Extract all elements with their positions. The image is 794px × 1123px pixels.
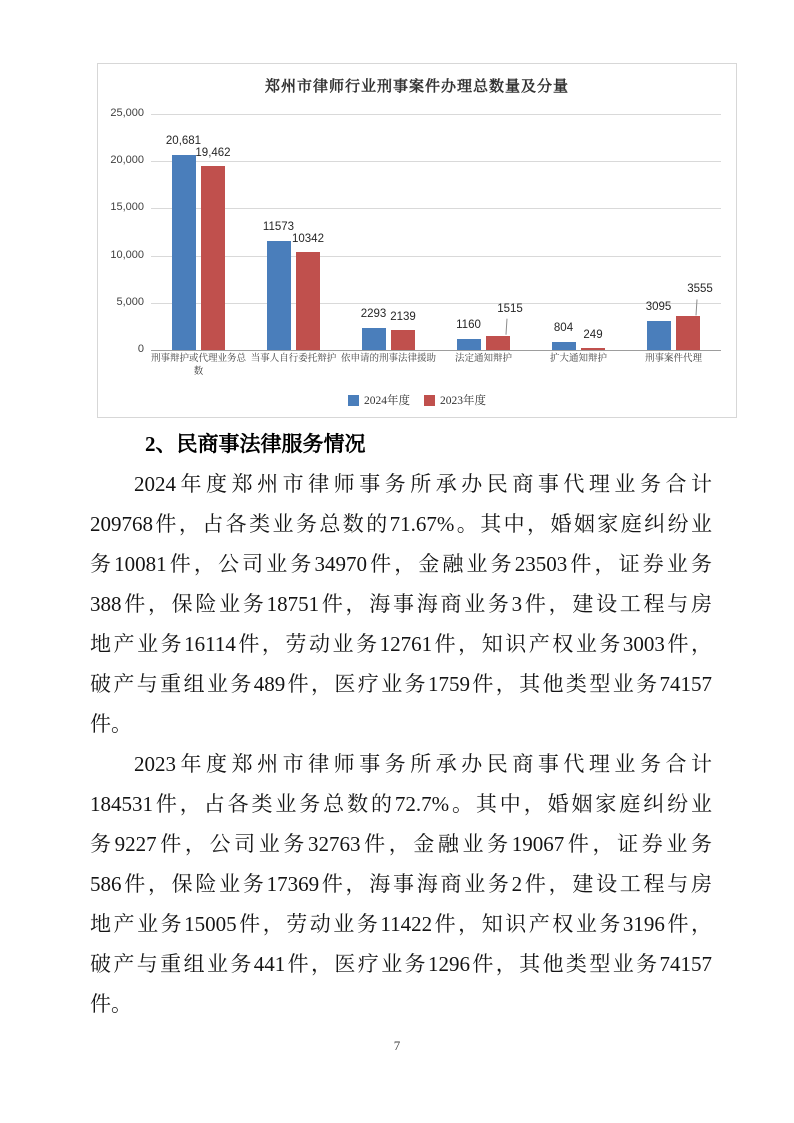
chart-title: 郑州市律师行业刑事案件办理总数量及分量 [264, 79, 569, 95]
paragraph-line: 地产业务15005件，劳动业务11422件，知识产权业务3196件， [90, 912, 712, 936]
bar-value-label: 249 [583, 328, 603, 341]
x-axis-category-label: 依申请的刑事法律援助 [341, 354, 437, 364]
bar-value-label: 11573 [262, 220, 295, 233]
legend-item [424, 392, 486, 408]
paragraph-line: 件。 [90, 712, 132, 736]
legend-label: 2023年度 [440, 395, 486, 407]
bar-value-label: 3555 [687, 283, 713, 296]
bar-2024年度-刑事案件代理 [647, 321, 671, 350]
bar-2023年度-依申请的刑事法律援助 [391, 330, 415, 350]
bar-2023年度-刑事辩护或代理业务总数 [201, 166, 225, 350]
page-number: 7 [393, 1038, 401, 1053]
x-axis-category-label: 法定通知辩护 [454, 354, 512, 364]
legend-swatch-icon [424, 395, 435, 406]
gridline [151, 350, 721, 351]
chart-legend [98, 392, 736, 408]
paragraph-line: 破产与重组业务441件，医疗业务1296件，其他类型业务74157 [90, 952, 712, 976]
body-paragraphs [90, 464, 712, 1024]
x-axis-category-label: 当事人自行委托辩护 [250, 354, 337, 364]
bar-value-label: 2139 [390, 310, 416, 323]
bar-value-label: 20,681 [165, 134, 202, 147]
paragraph-line: 2023年度郑州市律师事务所承办民商事代理业务合计 [134, 752, 712, 776]
bar-2023年度-当事人自行委托辩护 [296, 252, 320, 350]
paragraph-line: 破产与重组业务489件，医疗业务1759件，其他类型业务74157 [90, 672, 712, 696]
bar-value-label: 2293 [360, 308, 387, 321]
bar-2023年度-扩大通知辩护 [581, 348, 605, 350]
paragraph-line: 件。 [90, 992, 132, 1016]
y-axis-tick-label: 20,000 [110, 154, 144, 167]
legend-item [348, 392, 410, 408]
paragraph-line: 务9227件，公司业务32763件，金融业务19067件，证券业务 [90, 832, 712, 856]
bar-2024年度-刑事辩护或代理业务总数 [172, 155, 196, 350]
paragraph-line: 2024年度郑州市律师事务所承办民商事代理业务合计 [134, 472, 712, 496]
paragraph-line: 586件，保险业务17369件，海事海商业务2件，建设工程与房 [90, 872, 712, 896]
paragraph-line: 地产业务16114件，劳动业务12761件，知识产权业务3003件， [90, 632, 712, 656]
gridline [151, 161, 721, 162]
section-heading: 2、民商事法律服务情况 [145, 432, 366, 456]
bar-2024年度-法定通知辩护 [457, 339, 481, 350]
y-axis-tick-label: 25,000 [110, 107, 144, 119]
paragraph-line: 184531件，占各类业务总数的72.7%。其中，婚姻家庭纠纷业 [90, 792, 712, 816]
paragraph-line: 388件，保险业务18751件，海事海商业务3件，建设工程与房 [90, 592, 712, 616]
bar-value-label: 1515 [497, 302, 523, 315]
document-body [90, 424, 712, 1024]
bar-value-label: 3095 [645, 300, 672, 313]
gridline [151, 114, 721, 115]
bar-value-label: 1160 [456, 319, 481, 332]
paragraph-line: 务10081件，公司业务34970件，金融业务23503件，证券业务 [90, 552, 712, 576]
gridline [151, 208, 721, 209]
legend-label: 2024年度 [364, 395, 410, 407]
x-axis-category-label: 刑事辩护或代理业务总数 [151, 354, 247, 377]
y-axis-tick-label: 5,000 [116, 295, 144, 308]
bar-2024年度-当事人自行委托辩护 [267, 241, 291, 350]
bar-value-label: 804 [553, 322, 574, 335]
bar-2024年度-扩大通知辩护 [552, 342, 576, 350]
gridline [151, 256, 721, 257]
bar-value-label: 10342 [292, 233, 324, 246]
bar-2023年度-法定通知辩护 [486, 336, 510, 350]
legend-swatch-icon [348, 395, 359, 406]
bar-2023年度-刑事案件代理 [676, 316, 700, 350]
criminal-cases-bar-chart [97, 63, 737, 418]
bar-value-label: 19,462 [195, 147, 231, 160]
paragraph [90, 744, 712, 1024]
bar-2024年度-依申请的刑事法律援助 [362, 328, 386, 350]
x-axis-category-label: 扩大通知辩护 [549, 354, 607, 364]
paragraph-line: 209768件，占各类业务总数的71.67%。其中，婚姻家庭纠纷业 [90, 512, 712, 536]
y-axis-tick-label: 0 [137, 343, 144, 355]
x-axis-category-label: 刑事案件代理 [644, 354, 702, 364]
paragraph [90, 464, 712, 744]
y-axis-tick-label: 10,000 [110, 248, 144, 261]
y-axis-tick-label: 15,000 [110, 201, 144, 214]
